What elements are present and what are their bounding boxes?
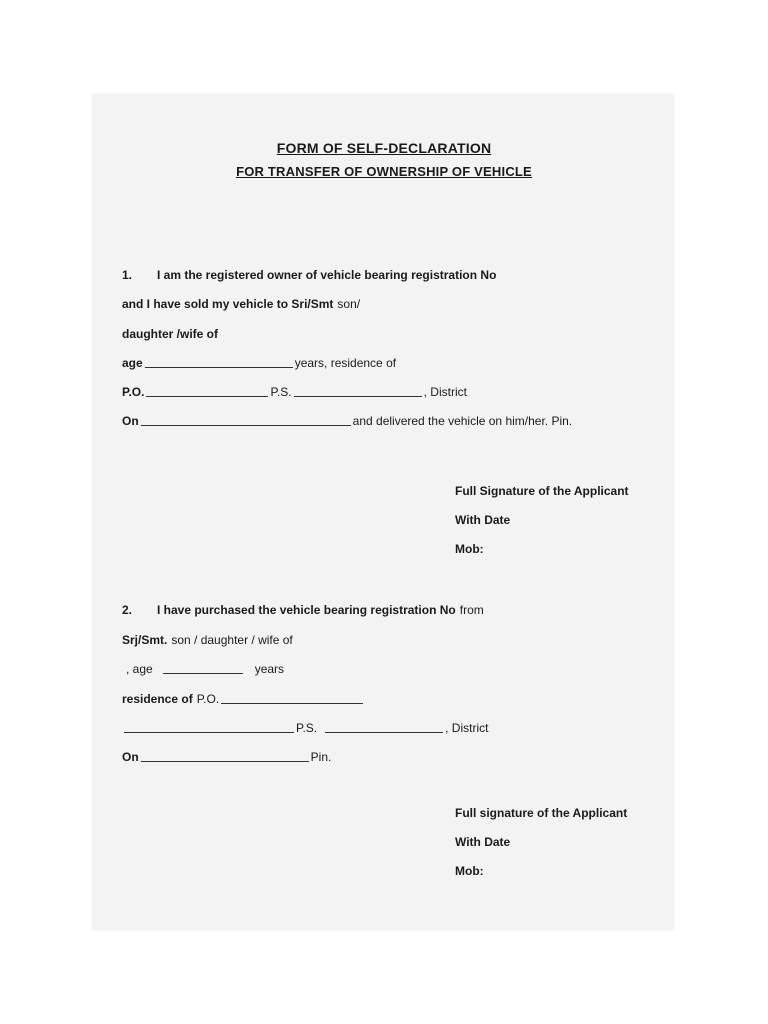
form-subtitle: FOR TRANSFER OF OWNERSHIP OF VEHICLE: [236, 164, 532, 179]
s1-po-field[interactable]: [146, 396, 268, 397]
form-title: FORM OF SELF-DECLARATION: [276, 140, 492, 156]
form-paper: [92, 94, 674, 930]
s2-text-from: from: [459, 603, 484, 617]
s1-line-5: [122, 383, 644, 399]
s1-line-2: [122, 295, 644, 311]
s2-line-4: [122, 690, 644, 706]
s2-line-1: [122, 601, 644, 617]
s1-with-date-label: With Date: [455, 513, 511, 527]
s1-text-on: On: [122, 414, 139, 428]
s1-text-son: son/: [337, 297, 361, 311]
s2-age-field[interactable]: [163, 673, 243, 674]
s2-mob-label: Mob:: [455, 864, 484, 878]
s2-text-pin: Pin.: [310, 750, 332, 764]
s2-text-purchased: I have purchased the vehicle bearing registration No: [157, 603, 456, 617]
s1-line-3: [122, 325, 644, 341]
s2-location-field[interactable]: [124, 732, 294, 733]
s1-age-field[interactable]: [145, 367, 293, 368]
s1-text-daughter-wife-of: daughter /wife of: [122, 327, 218, 341]
s2-line-3: [122, 660, 644, 676]
s1-text-delivered: and delivered the vehicle on him/her. Pin.: [352, 414, 573, 428]
s2-text-residence-of: residence of: [122, 692, 193, 706]
s2-text-on: On: [122, 750, 139, 764]
s2-text-po: P.O.: [196, 692, 220, 706]
s2-ps-field[interactable]: [325, 732, 443, 733]
s2-line-5: [122, 719, 644, 735]
s2-text-age: , age: [126, 662, 153, 676]
s2-line-6: [122, 748, 644, 764]
s1-date-field[interactable]: [141, 425, 351, 426]
s1-text-years-residence: years, residence of: [294, 356, 397, 370]
s2-signature-label: Full signature of the Applicant: [455, 806, 628, 820]
s1-text-ps: P.S.: [270, 385, 292, 399]
s2-text-sri-smt: Srj/Smt.: [122, 633, 168, 647]
s1-text-registered-owner: I am the registered owner of vehicle bearing registration No: [157, 268, 497, 282]
s1-text-sold-to: and I have sold my vehicle to Sri/Smt: [122, 297, 334, 311]
s1-text-district: , District: [423, 385, 467, 399]
s2-text-son-daughter-wife: son / daughter / wife of: [171, 633, 293, 647]
s2-text-ps: P.S.: [296, 721, 318, 735]
s1-signature-label: Full Signature of the Applicant: [455, 484, 629, 498]
s2-date-field[interactable]: [141, 761, 309, 762]
s2-with-date-label: With Date: [455, 835, 511, 849]
s1-line-6: [122, 412, 644, 428]
s1-mob-label: Mob:: [455, 542, 484, 556]
s2-text-years: years: [254, 662, 285, 676]
s1-text-po: P.O.: [122, 385, 145, 399]
s2-text-district: , District: [445, 721, 489, 735]
s1-number: 1.: [122, 268, 133, 282]
s1-ps-field[interactable]: [294, 396, 422, 397]
s2-number: 2.: [122, 603, 133, 617]
s2-line-2: [122, 631, 644, 647]
s1-text-age: age: [122, 356, 143, 370]
s1-line-4: [122, 354, 644, 370]
s2-po-field[interactable]: [221, 703, 363, 704]
s1-line-1: [122, 266, 644, 282]
